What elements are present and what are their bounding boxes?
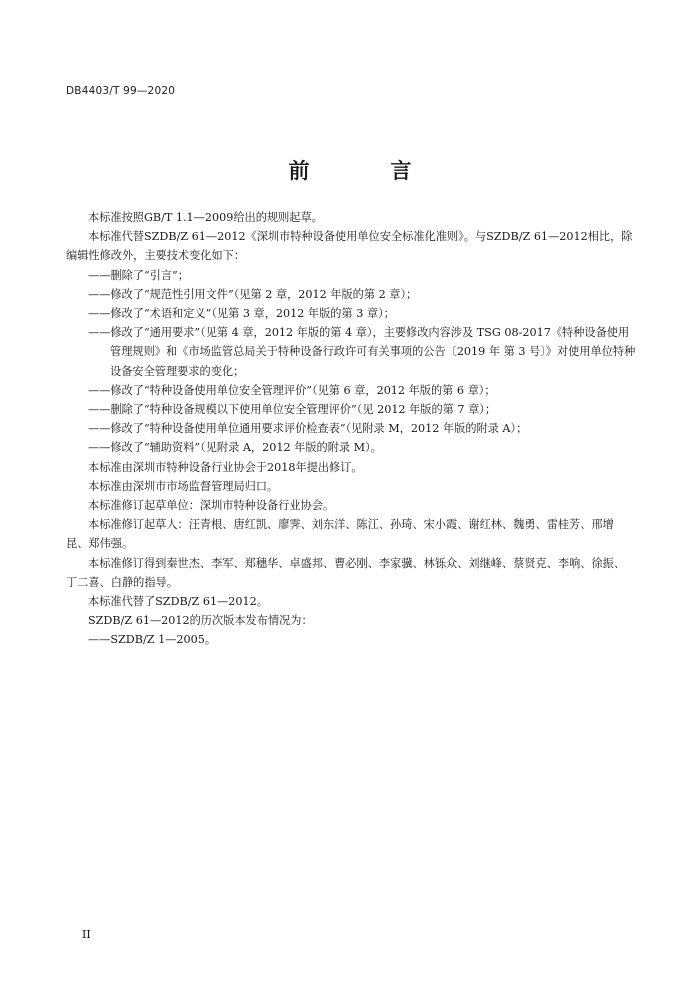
paragraph-replacement: 本标准代替SZDB/Z 61—2012《深圳市特种设备使用单位安全标准化准则》。与SZDB/Z 61—2012相比，除编辑性修改外，主要技术变化如下： [66,230,633,263]
standard-code: DB4403/T 99—2020 [66,85,176,97]
paragraph-history: SZDB/Z 61—2012的历次版本发布情况为： [88,614,313,628]
change-item: ——修改了“特种设备使用单位安全管理评价”（见第 6 章，2012 年版的第 6 章）； [88,383,496,397]
paragraph-drafting-unit: 本标准修订起草单位：深圳市特种设备行业协会。 [88,499,335,513]
paragraph-replaces: 本标准代替了SZDB/Z 61—2012。 [88,595,268,609]
paragraph-proposer: 本标准由深圳市特种设备行业协会于2018年提出修订。 [88,460,363,474]
history-item: ——SZDB/Z 1—2005。 [88,633,217,647]
paragraph-drafters: 本标准修订起草人：汪青根、唐红凯、廖霁、刘东洋、陈江、孙琦、宋小霞、谢红林、魏勇、雷桂芳、邢增昆、郑伟强。 [66,518,614,551]
paragraph-drafting-rules: 本标准按照GB/T 1.1—2009给出的规则起草。 [88,211,323,224]
change-item: ——删除了“特种设备规模以下使用单位安全管理评价”（见 2012 年版的第 7 章）； [88,403,497,417]
change-item: ——修改了“通用要求”（见第 4 章，2012 年版的第 4 章），主要修改内容涉及 TSG 08-2017《特种设备使用管理规则》和《市场监管总局关于特种设备行政许可有关事项的公告〔2019 年 第 3 号〕》对使用单位特种设备安全管理要求的变化； [88,326,636,378]
page-number: II [82,928,91,941]
change-item: ——修改了“特种设备使用单位通用要求评价检查表”（见附录 M，2012 年版的附录 A）； [88,422,528,436]
paragraph-administrator: 本标准由深圳市市场监督管理局归口。 [88,479,279,493]
paragraph-guidance: 本标准修订得到秦世杰、李军、郑穗华、卓盛邦、曹必刚、李家骥、林铄众、刘继峰、蔡贤克、李响、徐振、丁二喜、白静的指导。 [66,556,626,589]
change-item: ——删除了“引言”； [88,268,189,282]
change-item: ——修改了“规范性引用文件”（见第 2 章，2012 年版的第 2 章）； [88,287,418,301]
change-item: ——修改了“术语和定义”（见第 3 章，2012 年版的第 3 章）； [88,307,395,321]
change-item: ——修改了“辅助资料”（见附录 A，2012 年版的附录 M）。 [88,441,382,455]
page-title: 前 言 [288,159,442,183]
foreword-body [66,208,636,650]
